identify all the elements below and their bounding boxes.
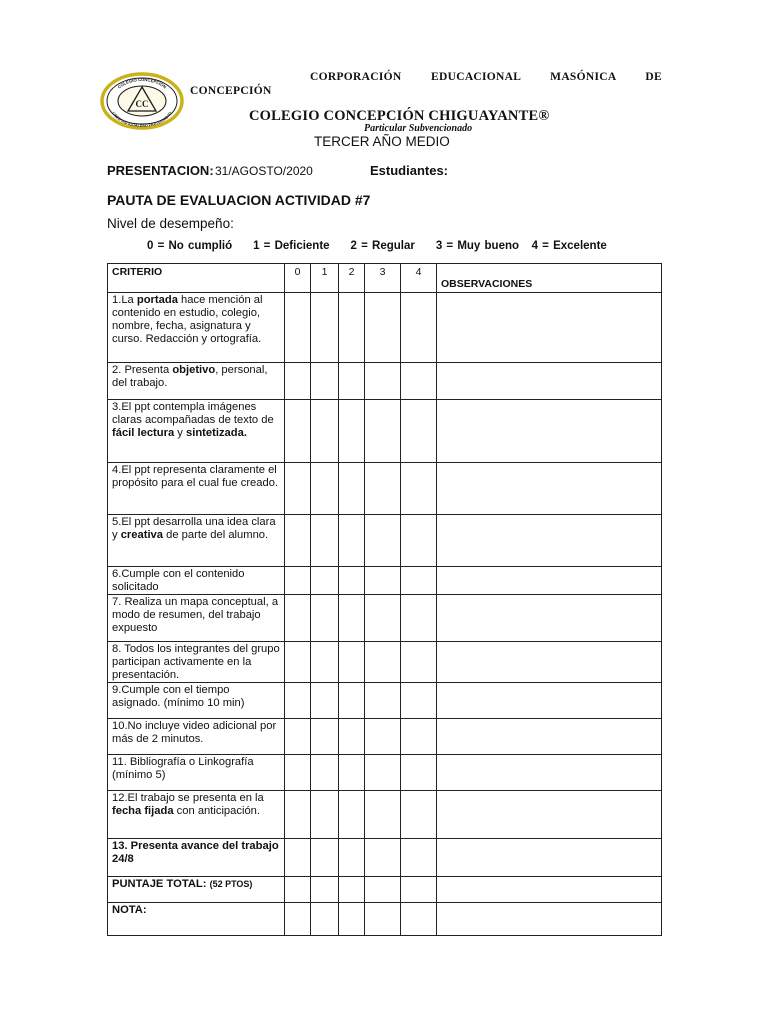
- criterion-text: NOTA:: [112, 904, 147, 916]
- score-cell-4[interactable]: [401, 877, 437, 903]
- table-row: [108, 755, 662, 791]
- observation-cell[interactable]: [437, 839, 662, 877]
- score-cell-2[interactable]: [339, 595, 365, 642]
- svg-text:CC: CC: [135, 99, 149, 109]
- score-cell-1[interactable]: [311, 400, 339, 463]
- criterion-text: 13. Presenta avance del trabajo 24/8: [112, 840, 279, 865]
- criterion-text: 8. Todos los integrantes del grupo participan activamente en la presentación.: [112, 643, 280, 681]
- score-cell-2[interactable]: [339, 903, 365, 936]
- score-cell-4[interactable]: [401, 683, 437, 719]
- svg-text:COLEGIO CONCEPCION: COLEGIO CONCEPCION: [116, 76, 168, 90]
- score-cell-1[interactable]: [311, 515, 339, 567]
- table-row: [108, 877, 662, 903]
- criterion-text: 4.El ppt representa claramente el propósito para el cual fue creado.: [112, 464, 279, 489]
- svg-text:LIBERTAD IGUALDAD FRATERNIDAD: LIBERTAD IGUALDAD FRATERNIDAD: [111, 111, 173, 129]
- criterion-cell: [108, 683, 285, 719]
- score-cell-4[interactable]: [401, 515, 437, 567]
- criterion-cell: [108, 903, 285, 936]
- observation-cell[interactable]: [437, 755, 662, 791]
- table-row: [108, 363, 662, 400]
- observation-cell[interactable]: [437, 595, 662, 642]
- criterion-text: 7. Realiza un mapa conceptual, a modo de resumen, del trabajo expuesto: [112, 596, 279, 634]
- score-cell-2[interactable]: [339, 791, 365, 839]
- criterion-cell: [108, 463, 285, 515]
- observation-cell[interactable]: [437, 791, 662, 839]
- score-cell-1[interactable]: [311, 877, 339, 903]
- criterion-cell: [108, 755, 285, 791]
- score-cell-0[interactable]: [285, 515, 311, 567]
- grade-level: TERCER AÑO MEDIO: [314, 134, 450, 149]
- table-row: [108, 515, 662, 567]
- criterion-cell: [108, 595, 285, 642]
- score-cell-2[interactable]: [339, 839, 365, 877]
- score-cell-0[interactable]: [285, 363, 311, 400]
- score-cell-0[interactable]: [285, 719, 311, 755]
- score-cell-3[interactable]: [365, 755, 401, 791]
- score-cell-4[interactable]: [401, 642, 437, 683]
- criterion-cell: [108, 791, 285, 839]
- score-cell-3[interactable]: [365, 683, 401, 719]
- score-cell-0[interactable]: [285, 755, 311, 791]
- corporation-name-line2: CONCEPCIÓN: [190, 85, 272, 97]
- criterion-cell: [108, 400, 285, 463]
- score-header-2: 2: [339, 264, 365, 293]
- score-cell-2[interactable]: [339, 719, 365, 755]
- score-cell-1[interactable]: [311, 595, 339, 642]
- score-cell-3[interactable]: [365, 515, 401, 567]
- score-cell-1[interactable]: [311, 363, 339, 400]
- observation-cell[interactable]: [437, 877, 662, 903]
- school-subsidy: Particular Subvencionado: [364, 123, 473, 134]
- table-row: [108, 903, 662, 936]
- score-cell-1[interactable]: [311, 755, 339, 791]
- score-cell-2[interactable]: [339, 567, 365, 595]
- score-cell-1[interactable]: [311, 683, 339, 719]
- score-cell-4[interactable]: [401, 595, 437, 642]
- criterion-cell: [108, 515, 285, 567]
- table-row: [108, 642, 662, 683]
- score-cell-3[interactable]: [365, 839, 401, 877]
- score-cell-1[interactable]: [311, 463, 339, 515]
- score-cell-3[interactable]: [365, 400, 401, 463]
- performance-scale: 0 = No cumplió 1 = Deficiente 2 = Regular 3 = Muy bueno 4 = Excelente: [147, 240, 607, 252]
- criterion-cell: [108, 293, 285, 363]
- score-cell-4[interactable]: [401, 791, 437, 839]
- score-cell-2[interactable]: [339, 642, 365, 683]
- criterion-cell: [108, 839, 285, 877]
- observation-cell[interactable]: [437, 683, 662, 719]
- school-seal-icon: [100, 72, 184, 130]
- score-cell-4[interactable]: [401, 463, 437, 515]
- score-cell-1[interactable]: [311, 839, 339, 877]
- criterion-text: 12.El trabajo se presenta en la fecha fijada con anticipación.: [112, 792, 264, 817]
- score-cell-3[interactable]: [365, 903, 401, 936]
- table-row: [108, 791, 662, 839]
- score-cell-2[interactable]: [339, 363, 365, 400]
- score-cell-1[interactable]: [311, 903, 339, 936]
- score-cell-3[interactable]: [365, 791, 401, 839]
- criterio-header: CRITERIO: [108, 264, 285, 293]
- observation-cell[interactable]: [437, 463, 662, 515]
- criterion-cell: [108, 719, 285, 755]
- school-name: COLEGIO CONCEPCIÓN CHIGUAYANTE®: [249, 108, 550, 124]
- table-header-row: [108, 264, 662, 293]
- score-cell-1[interactable]: [311, 719, 339, 755]
- score-cell-0[interactable]: [285, 595, 311, 642]
- criterion-text: 2. Presenta objetivo, personal, del trabajo.: [112, 364, 268, 389]
- observation-cell[interactable]: [437, 903, 662, 936]
- score-cell-4[interactable]: [401, 755, 437, 791]
- score-cell-3[interactable]: [365, 877, 401, 903]
- observation-cell[interactable]: [437, 567, 662, 595]
- score-cell-4[interactable]: [401, 567, 437, 595]
- observation-cell[interactable]: [437, 293, 662, 363]
- document-title: PAUTA DE EVALUACION ACTIVIDAD #7: [107, 192, 371, 208]
- score-cell-2[interactable]: [339, 293, 365, 363]
- score-cell-2[interactable]: [339, 877, 365, 903]
- score-cell-0[interactable]: [285, 642, 311, 683]
- score-cell-4[interactable]: [401, 719, 437, 755]
- criterion-text: 1.La portada hace mención al contenido en estudio, colegio, nombre, fecha, asignatura y curso. Redacción y ortografía.: [112, 294, 263, 345]
- table-row: [108, 683, 662, 719]
- presentation-date: 31/AGOSTO/2020: [215, 164, 313, 178]
- criterion-text: 6.Cumple con el contenido solicitado: [112, 568, 245, 593]
- score-cell-0[interactable]: [285, 683, 311, 719]
- score-cell-2[interactable]: [339, 463, 365, 515]
- students-label: Estudiantes:: [370, 163, 449, 178]
- score-cell-4[interactable]: [401, 400, 437, 463]
- score-cell-1[interactable]: [311, 293, 339, 363]
- observation-cell[interactable]: [437, 719, 662, 755]
- criterion-cell: [108, 642, 285, 683]
- score-cell-2[interactable]: [339, 515, 365, 567]
- score-cell-4[interactable]: [401, 839, 437, 877]
- score-cell-3[interactable]: [365, 595, 401, 642]
- score-cell-0[interactable]: [285, 463, 311, 515]
- presentation-label: PRESENTACION:: [107, 163, 214, 178]
- table-row: [108, 595, 662, 642]
- criterion-text: 11. Bibliografía o Linkografía (mínimo 5): [112, 756, 254, 781]
- score-header-3: 3: [365, 264, 401, 293]
- score-cell-4[interactable]: [401, 903, 437, 936]
- observation-cell[interactable]: [437, 363, 662, 400]
- score-header-4: 4: [401, 264, 437, 293]
- score-cell-2[interactable]: [339, 755, 365, 791]
- score-cell-3[interactable]: [365, 363, 401, 400]
- score-cell-3[interactable]: [365, 293, 401, 363]
- score-cell-3[interactable]: [365, 463, 401, 515]
- observaciones-header: OBSERVACIONES: [437, 264, 662, 293]
- score-header-0: 0: [285, 264, 311, 293]
- score-cell-2[interactable]: [339, 683, 365, 719]
- criterion-cell: [108, 363, 285, 400]
- criterion-text: 10.No incluye video adicional por más de 2 minutos.: [112, 720, 277, 745]
- score-cell-0[interactable]: [285, 400, 311, 463]
- performance-level-label: Nivel de desempeño:: [107, 216, 234, 231]
- criterion-cell: [108, 877, 285, 903]
- evaluation-rubric-table: [107, 263, 662, 936]
- score-cell-0[interactable]: [285, 903, 311, 936]
- criterion-text: 9.Cumple con el tiempo asignado. (mínimo 10 min): [112, 684, 245, 709]
- score-cell-0[interactable]: [285, 791, 311, 839]
- score-cell-4[interactable]: [401, 293, 437, 363]
- score-cell-3[interactable]: [365, 642, 401, 683]
- table-row: [108, 567, 662, 595]
- score-cell-1[interactable]: [311, 791, 339, 839]
- score-cell-0[interactable]: [285, 567, 311, 595]
- criterion-text: 3.El ppt contempla imágenes claras acompañadas de texto de fácil lectura y sintetizada.: [112, 401, 274, 439]
- score-cell-0[interactable]: [285, 839, 311, 877]
- table-row: [108, 839, 662, 877]
- criterion-text: PUNTAJE TOTAL: (52 PTOS): [112, 878, 253, 890]
- criterion-cell: [108, 567, 285, 595]
- criterion-text: 5.El ppt desarrolla una idea clara y creativa de parte del alumno.: [112, 516, 276, 541]
- observation-cell[interactable]: [437, 642, 662, 683]
- table-row: [108, 293, 662, 363]
- score-cell-0[interactable]: [285, 293, 311, 363]
- score-cell-1[interactable]: [311, 642, 339, 683]
- table-row: [108, 463, 662, 515]
- score-cell-0[interactable]: [285, 877, 311, 903]
- score-cell-3[interactable]: [365, 567, 401, 595]
- table-row: [108, 400, 662, 463]
- score-cell-3[interactable]: [365, 719, 401, 755]
- score-cell-4[interactable]: [401, 363, 437, 400]
- score-cell-2[interactable]: [339, 400, 365, 463]
- score-header-1: 1: [311, 264, 339, 293]
- observation-cell[interactable]: [437, 515, 662, 567]
- corporation-name-line1: CORPORACIÓN EDUCACIONAL MASÓNICA DE: [310, 71, 662, 83]
- table-row: [108, 719, 662, 755]
- score-cell-1[interactable]: [311, 567, 339, 595]
- observation-cell[interactable]: [437, 400, 662, 463]
